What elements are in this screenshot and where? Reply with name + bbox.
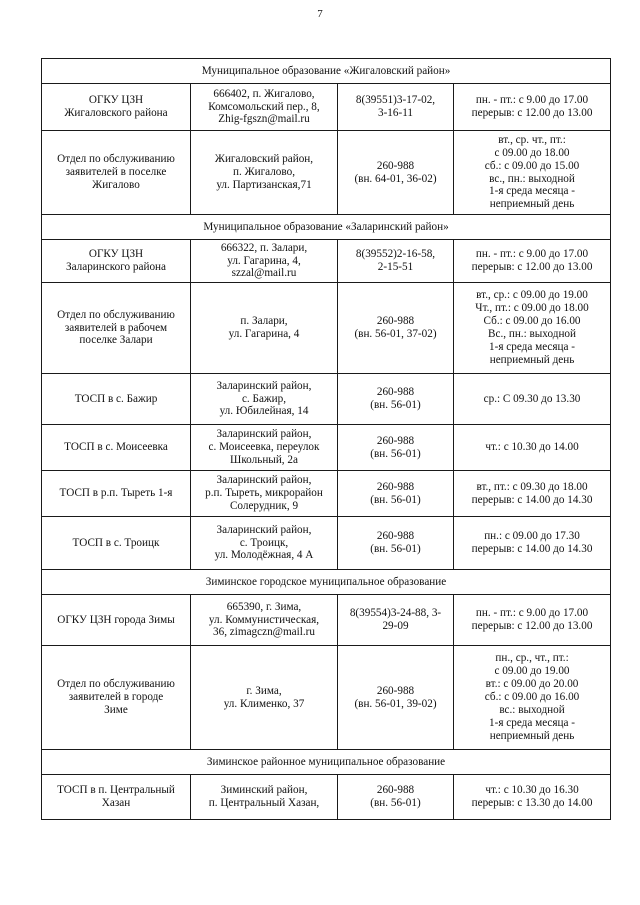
phone-line: 8(39554)3-24-88, 3- [349, 607, 442, 620]
address-line: Солерудник, 9 [229, 499, 299, 512]
org-name-line: заявителей в городе [68, 691, 164, 704]
address-line: ул. Клименко, 37 [223, 697, 305, 710]
org-name-line: Зиме [104, 703, 128, 716]
address-line: ул. Юбилейная, 14 [219, 405, 309, 418]
phone-cell [338, 775, 454, 820]
phone-line: (вн. 56-01) [370, 447, 421, 460]
work-hours-cell [454, 240, 611, 283]
work-hours-line: перерыв: с 12.00 до 13.00 [471, 261, 593, 273]
phone-line: (вн. 56-01) [370, 797, 421, 809]
phone-line: 260-988 [376, 159, 415, 172]
work-hours-cell [454, 131, 611, 215]
org-name-cell [42, 517, 191, 570]
address-line: Заларинский район, [216, 523, 312, 536]
work-hours-cell [454, 425, 611, 471]
work-hours-line: ср.: С 09.30 до 13.30 [483, 392, 581, 405]
table-row [42, 131, 611, 215]
address-line: с. Бажир, [241, 392, 287, 405]
work-hours-line: чт.: с 10.30 до 14.00 [485, 441, 579, 454]
work-hours-line: Чт., пт.: с 09.00 до 18.00 [475, 302, 589, 315]
work-hours-line: 1-я среда месяца - [489, 340, 576, 353]
work-hours-cell [454, 283, 611, 374]
phone-line: (вн. 64-01, 36-02) [354, 172, 437, 185]
address-line: Зиминский район, [220, 784, 308, 797]
org-name-line: заявителей в рабочем [64, 321, 168, 334]
phone-cell [338, 240, 454, 283]
work-hours-line: с 09.00 до 18.00 [494, 146, 570, 159]
work-hours-line: Сб.: с 09.00 до 16.00 [483, 315, 581, 328]
address-cell [191, 84, 338, 131]
section-title: Зиминское городское муниципальное образование [42, 570, 611, 595]
phone-line: 260-988 [376, 530, 415, 543]
org-name-line: Заларинского района [65, 261, 166, 273]
table-row [42, 517, 611, 570]
employment-centers-table [41, 58, 611, 820]
org-name-line: ОГКУ ЦЗН города Зимы [57, 613, 175, 626]
phone-line: 260-988 [376, 684, 415, 697]
phone-line: (вн. 56-01, 39-02) [354, 697, 437, 710]
section-title: Зиминское районное муниципальное образование [42, 750, 611, 775]
org-name-line: ТОСП в с. Бажир [74, 392, 158, 405]
address-line: Школьный, 2а [230, 453, 298, 466]
work-hours-line: перерыв: с 14.00 до 14.30 [471, 493, 593, 506]
org-name-cell [42, 775, 191, 820]
address-cell [191, 517, 338, 570]
phone-cell [338, 283, 454, 374]
org-name-line: ОГКУ ЦЗН [88, 94, 144, 107]
phone-cell [338, 131, 454, 215]
table-row [42, 425, 611, 471]
work-hours-line: пн. - пт.: с 9.00 до 17.00 [475, 248, 589, 261]
address-line: ул. Коммунистическая, [208, 613, 320, 626]
phone-line: 260-988 [376, 386, 415, 399]
address-line: ул. Гагарина, 4, [227, 254, 301, 267]
address-cell [191, 374, 338, 425]
section-row [42, 59, 611, 84]
address-cell [191, 425, 338, 471]
table-row [42, 283, 611, 374]
table-row [42, 775, 611, 820]
org-name-line: Отдел по обслуживанию [57, 308, 175, 321]
table-row [42, 374, 611, 425]
phone-cell [338, 646, 454, 750]
work-hours-cell [454, 374, 611, 425]
phone-line: 260-988 [376, 434, 415, 447]
work-hours-cell [454, 471, 611, 517]
address-cell [191, 131, 338, 215]
org-name-line: Хазан [101, 797, 131, 809]
work-hours-line: неприемный день [489, 353, 575, 366]
org-name-cell [42, 131, 191, 215]
work-hours-line: вт.: с 09.00 до 20.00 [485, 678, 579, 691]
address-line: Заларинский район, [216, 474, 312, 487]
work-hours-line: Вс., пн.: выходной [488, 328, 577, 340]
phone-line: (вн. 56-01) [370, 399, 421, 411]
work-hours-line: 1-я среда месяца - [489, 716, 576, 729]
address-line: п. Залари, [240, 315, 288, 328]
work-hours-line: сб.: с 09.00 до 15.00 [484, 159, 580, 172]
work-hours-line: вс.: выходной [499, 703, 565, 716]
work-hours-line: 1-я среда месяца - [489, 185, 576, 198]
work-hours-line: вс., пн.: выходной [489, 172, 575, 185]
org-name-cell [42, 374, 191, 425]
table-row [42, 646, 611, 750]
phone-line: 29-09 [382, 620, 409, 632]
phone-line: (вн. 56-01) [370, 493, 421, 506]
phone-cell [338, 595, 454, 646]
section-row [42, 215, 611, 240]
table-row [42, 595, 611, 646]
address-line: Комсомольский пер., 8, [208, 100, 320, 113]
section-row [42, 750, 611, 775]
work-hours-line: вт., ср.: с 09.00 до 19.00 [476, 289, 588, 302]
phone-cell [338, 425, 454, 471]
org-name-line: Отдел по обслуживанию [57, 153, 175, 166]
org-name-line: ОГКУ ЦЗН [88, 248, 144, 261]
address-line: Заларинский район, [216, 428, 312, 441]
work-hours-line: вт., пт.: с 09.30 до 18.00 [476, 480, 588, 493]
address-line: Заларинский район, [216, 379, 312, 392]
address-line: р.п. Тыреть, микрорайон [205, 487, 323, 500]
work-hours-line: пн. - пт.: с 9.00 до 17.00 [475, 94, 589, 107]
table-row [42, 84, 611, 131]
work-hours-line: пн., ср., чт., пт.: [495, 652, 569, 665]
section-title: Муниципальное образование «Жигаловский район» [42, 59, 611, 84]
table-row [42, 240, 611, 283]
work-hours-line: перерыв: с 12.00 до 13.00 [471, 620, 593, 632]
section-title: Муниципальное образование «Заларинский район» [42, 215, 611, 240]
work-hours-line: вт., ср. чт., пт.: [498, 133, 566, 146]
phone-cell [338, 374, 454, 425]
phone-line: 3-16-11 [377, 107, 413, 119]
address-cell [191, 595, 338, 646]
phone-cell [338, 471, 454, 517]
address-line: г. Зима, [246, 684, 282, 697]
address-cell [191, 646, 338, 750]
work-hours-line: перерыв: с 12.00 до 13.00 [471, 107, 593, 119]
address-line: 666402, п. Жигалово, [213, 87, 315, 100]
address-line: 666322, п. Залари, [220, 241, 308, 254]
address-cell [191, 471, 338, 517]
org-name-line: заявителей в поселке [65, 166, 167, 179]
work-hours-cell [454, 646, 611, 750]
org-name-line: Отдел по обслуживанию [57, 678, 175, 691]
org-name-cell [42, 646, 191, 750]
org-name-line: ТОСП в с. Моисеевка [64, 441, 168, 454]
table-body [42, 59, 611, 820]
address-line: с. Моисеевка, переулок [208, 441, 320, 454]
org-name-line: Жигаловского района [64, 107, 168, 119]
phone-line: 8(39552)2-16-58, [355, 248, 436, 261]
work-hours-line: пн.: с 09.00 до 17.30 [484, 530, 580, 543]
phone-line: (вн. 56-01, 37-02) [354, 328, 437, 340]
section-row [42, 570, 611, 595]
address-line: п. Жигалово, [232, 166, 296, 179]
org-name-cell [42, 283, 191, 374]
page-number: 7 [317, 8, 323, 20]
org-name-line: ТОСП в р.п. Тыреть 1-я [59, 487, 173, 500]
phone-line: 2-15-51 [377, 261, 414, 273]
address-cell [191, 775, 338, 820]
phone-line: 260-988 [376, 315, 415, 328]
work-hours-line: с 09.00 до 19.00 [494, 665, 570, 678]
work-hours-line: неприемный день [489, 729, 575, 742]
org-name-cell [42, 425, 191, 471]
address-line: ул. Молодёжная, 4 А [214, 549, 314, 562]
address-line: Жигаловский район, [214, 153, 314, 166]
org-name-line: ТОСП в с. Троицк [72, 536, 160, 549]
org-name-cell [42, 84, 191, 131]
work-hours-cell [454, 84, 611, 131]
org-name-line: Жигалово [92, 178, 140, 191]
address-cell [191, 283, 338, 374]
address-line: Zhig-fgszn@mail.ru [218, 113, 310, 126]
org-name-line: ТОСП в п. Центральный [57, 784, 175, 797]
org-name-cell [42, 595, 191, 646]
work-hours-line: сб.: с 09.00 до 16.00 [484, 691, 580, 704]
phone-line: 260-988 [376, 784, 415, 797]
work-hours-line: неприемный день [489, 198, 575, 211]
work-hours-cell [454, 775, 611, 820]
work-hours-line: пн. - пт.: с 9.00 до 17.00 [475, 607, 589, 620]
address-line: 36, zimagczn@mail.ru [213, 626, 315, 639]
org-name-line: поселке Залари [79, 334, 153, 347]
phone-cell [338, 84, 454, 131]
work-hours-line: чт.: с 10.30 до 16.30 [485, 784, 579, 797]
address-line: szzal@mail.ru [231, 267, 297, 280]
org-name-cell [42, 471, 191, 517]
org-name-cell [42, 240, 191, 283]
work-hours-cell [454, 517, 611, 570]
work-hours-line: перерыв: с 13.30 до 14.00 [471, 797, 593, 809]
phone-line: 8(39551)3-17-02, [355, 94, 436, 107]
work-hours-cell [454, 595, 611, 646]
table-row [42, 471, 611, 517]
address-line: п. Центральный Хазан, [208, 797, 320, 809]
address-line: ул. Гагарина, 4 [228, 328, 300, 340]
work-hours-line: перерыв: с 14.00 до 14.30 [471, 543, 593, 555]
address-line: с. Троицк, [239, 536, 289, 549]
address-cell [191, 240, 338, 283]
address-line: ул. Партизанская,71 [216, 178, 312, 191]
phone-line: 260-988 [376, 480, 415, 493]
address-line: 665390, г. Зима, [226, 600, 302, 613]
phone-line: (вн. 56-01) [370, 543, 421, 555]
phone-cell [338, 517, 454, 570]
